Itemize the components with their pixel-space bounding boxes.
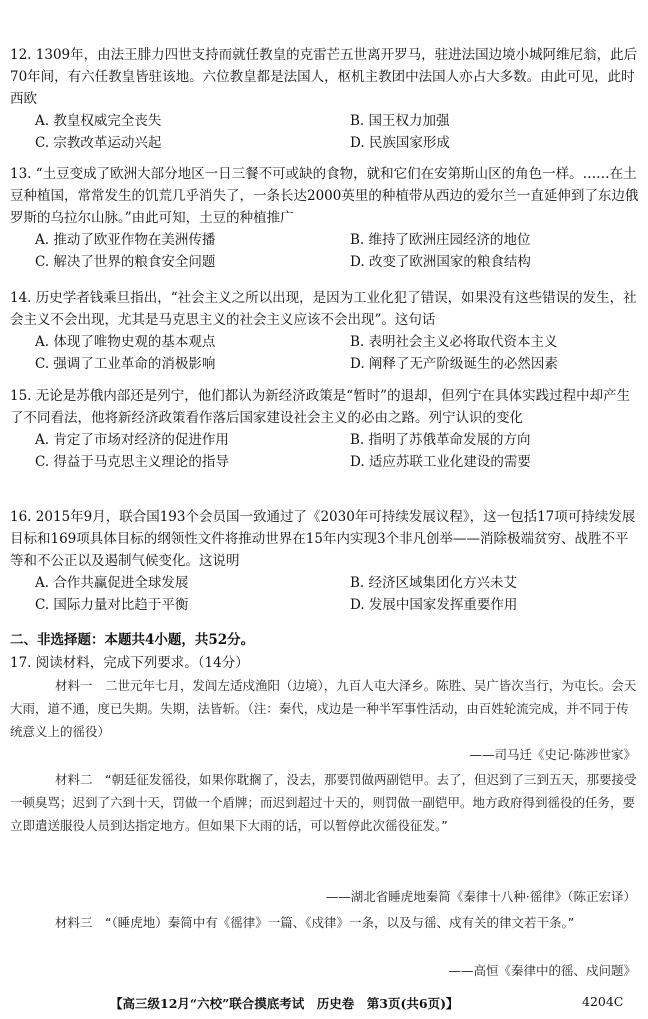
- option-a[interactable]: A. 肯定了市场对经济的促进作用: [35, 432, 229, 448]
- footer-text: 【高三级12月“六校”联合摸底考试 历史卷 第3页(共6页)】: [110, 996, 459, 1011]
- exam-code: 4204C: [582, 994, 624, 1009]
- option-b[interactable]: B. 表明社会主义必将取代资本主义: [350, 334, 558, 350]
- question-15: [10, 385, 640, 473]
- question-16: [10, 506, 640, 616]
- material-text: 材料二 “朝廷征发徭役，如果你耽搁了，没去，那要罚做两副铠甲。去了，但迟到了三到五天，那要接受一顿臭骂；迟到了六到十天，罚做一个盾牌；而迟到超过十天的，则罚做一副铠甲。地方政府得到徭役的任务，要立即遣送服役人员到达指定地方。但如果下大雨的话，可以暂停此次徭役征发。”: [10, 772, 637, 833]
- options: [10, 331, 640, 375]
- question-stem: 14. 历史学者钱乘旦指出，“社会主义之所以出现，是因为工业化犯了错误，如果没有这些错误的发生，社会主义不会出现，尤其是马克思主义的社会主义应该不会出现”。这句话: [10, 290, 637, 328]
- question-stem: 15. 无论是苏俄内部还是列宁，他们都认为新经济政策是“暂时”的退却，但列宁在具体实践过程中却产生了不同看法，他将新经济政策看作落后国家建设社会主义的必由之路。列宁认识的变化: [10, 388, 631, 426]
- material-1: [10, 674, 638, 743]
- section-title: 二、非选择题：本题共4小题，共52分。: [10, 632, 255, 648]
- material-2: [10, 768, 638, 837]
- option-c[interactable]: C. 解决了世界的粮食安全问题: [35, 254, 216, 270]
- option-a[interactable]: A. 体现了唯物史观的基本观点: [35, 334, 216, 350]
- question-17-intro: 17. 阅读材料，完成下列要求。（14分）: [10, 655, 249, 671]
- material-source: ——湖北省睡虎地秦简《秦律十八种·徭律》（陈正宏译）: [325, 889, 636, 904]
- option-d[interactable]: D. 适应苏联工业化建设的需要: [350, 454, 531, 470]
- material-text: 材料一 二世元年七月，发闾左适戍渔阳（边境），九百人屯大泽乡。陈胜、吴广皆次当行，为屯长。会天大雨，道不通，度已失期。失期，法皆斩。（注：秦代，戍边是一种半军事性活动，由百姓轮流完成，并不同于传统意义上的徭役）: [10, 678, 637, 739]
- option-c[interactable]: C. 强调了工业革命的消极影响: [35, 356, 216, 372]
- option-b[interactable]: B. 维持了欧洲庄园经济的地位: [350, 232, 531, 248]
- question-13: [10, 163, 640, 273]
- options: [10, 110, 640, 154]
- question-stem: 12. 1309年，由法王腓力四世支持而就任教皇的克雷芒五世离开罗马，驻进法国边境小城阿维尼翁，此后70年间，有六任教皇皆驻该地。六位教皇都是法国人，枢机主教团中法国人亦占大多数。由此可见，此时西欧: [10, 47, 638, 107]
- option-c[interactable]: C. 得益于马克思主义理论的指导: [35, 454, 229, 470]
- option-a[interactable]: A. 推动了欧亚作物在美洲传播: [35, 232, 216, 248]
- option-d[interactable]: D. 改变了欧洲国家的粮食结构: [350, 254, 531, 270]
- question-14: [10, 287, 640, 375]
- option-b[interactable]: B. 国王权力加强: [350, 113, 450, 129]
- option-d[interactable]: D. 发展中国家发挥重要作用: [350, 597, 518, 613]
- material-3: [10, 911, 638, 934]
- question-12: [10, 44, 640, 154]
- options: [10, 229, 640, 273]
- option-a[interactable]: A. 合作共赢促进全球发展: [35, 575, 189, 591]
- page-footer: [110, 994, 624, 1012]
- options: [10, 429, 640, 473]
- option-b[interactable]: B. 指明了苏俄革命发展的方向: [350, 432, 531, 448]
- question-stem: 13. “土豆变成了欧洲大部分地区一日三餐不可或缺的食物，就和它们在安第斯山区的角色一样。……在土豆种植国，常常发生的饥荒几乎消失了，一条长达2000英里的种植带从西边的爱尔兰一直延伸到了东边俄罗斯的乌拉尔山脉。”由此可知，土豆的种植推广: [10, 166, 639, 226]
- option-d[interactable]: D. 阐释了无产阶级诞生的必然因素: [350, 356, 558, 372]
- option-a[interactable]: A. 教皇权威完全丧失: [35, 113, 162, 129]
- material-source: ——司马迁《史记·陈涉世家》: [469, 747, 636, 762]
- option-b[interactable]: B. 经济区域集团化方兴未艾: [350, 575, 518, 591]
- material-text: 材料三 “（睡虎地）秦简中有《徭律》一篇、《戍律》一条，以及与徭、戍有关的律文若干条。”: [55, 915, 575, 930]
- option-d[interactable]: D. 民族国家形成: [350, 135, 450, 151]
- option-c[interactable]: C. 国际力量对比趋于平衡: [35, 597, 189, 613]
- material-source: ——高恒《秦律中的徭、戍问题》: [448, 963, 636, 978]
- question-stem: 16. 2015年9月，联合国193个会员国一致通过了《2030年可持续发展议程》，这一包括17项可持续发展目标和169项具体目标的纲领性文件将推动世界在15年内实现3个非凡创举——消除极端贫穷、战胜不平等和不公正以及遏制气候变化。这说明: [10, 509, 636, 569]
- option-c[interactable]: C. 宗教改革运动兴起: [35, 135, 162, 151]
- options: [10, 572, 640, 616]
